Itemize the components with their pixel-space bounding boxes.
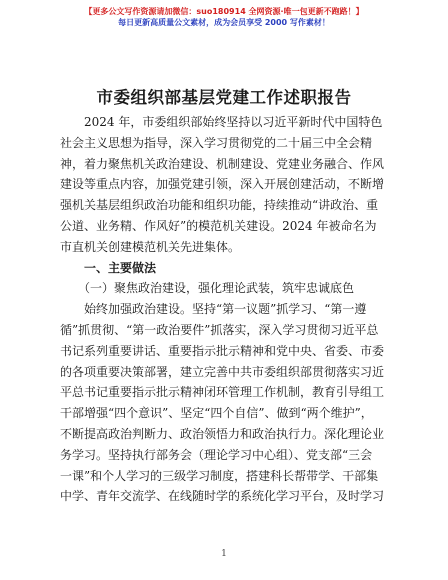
body-line: 神，着力聚焦机关政治建设、机制建设、党建业务融合、作风: [60, 156, 385, 171]
banner-line-1: 【更多公文写作资源请加微信：suo180914 全网资源·唯一包更新不跑路！】: [84, 7, 364, 16]
body-line: 循”抓贯彻、“第一政治要件”抓落实，深入学习贯彻习近平总: [60, 322, 379, 337]
sub-heading: （一）聚焦政治建设，强化理论武装，筑牢忠诚底色: [60, 281, 355, 296]
banner-line-2: 每日更新高质量公文素材，成为会员享受 2000 写作素材！: [118, 18, 330, 27]
body-line: 书记系列重要讲话、重要指示批示精神和党中央、省委、市委: [60, 343, 385, 358]
promo-banner: [0, 6, 448, 28]
document-title: 市委组织部基层党建工作述职报告: [96, 88, 352, 107]
body-line: 2024 年，市委组织部始终坚持以习近平新时代中国特色: [60, 115, 383, 129]
body-line: 不断提高政治判断力、政治领悟力和政治执行力。深化理论业: [60, 426, 385, 441]
body-line: 干部增强“四个意识”、坚定“四个自信”、做到“两个维护”，: [60, 406, 373, 421]
body-line: 的各项重要决策部署，建立完善中共市委组织部贯彻落实习近: [60, 364, 385, 379]
body-line: 建设等重点内容，加强党建引领，深入开展创建活动，不断增: [60, 177, 385, 192]
section-heading: 一、主要做法: [60, 260, 157, 275]
body-line: 中学、青年交流学、在线随时学的系统化学习平台，及时学习: [60, 489, 385, 504]
body-line: 社会主义思想为指导，深入学习贯彻党的二十届三中全会精: [60, 135, 373, 150]
body-line: 公道、业务精、作风好”的模范机关建设。2024 年被命名为: [60, 218, 377, 233]
body-line: 一课”和个人学习的三级学习制度，搭建科长帮带学、干部集: [60, 468, 379, 483]
body-line: 强机关基层组织政治功能和组织功能，持续推动“讲政治、重: [60, 198, 379, 213]
body-line: 市直机关创建模范机关先进集体。: [60, 239, 241, 254]
page-number: 1: [221, 549, 227, 559]
body-line: 务学习。坚持执行部务会（理论学习中心组）、党支部“三会: [60, 447, 373, 462]
body-line: 平总书记重要指示批示精神闭环管理工作机制，教育引导组工: [60, 385, 385, 400]
document-body: [60, 112, 390, 507]
body-line: 始终加强政治建设。坚持“第一议题”抓学习、“第一遵: [60, 302, 367, 317]
